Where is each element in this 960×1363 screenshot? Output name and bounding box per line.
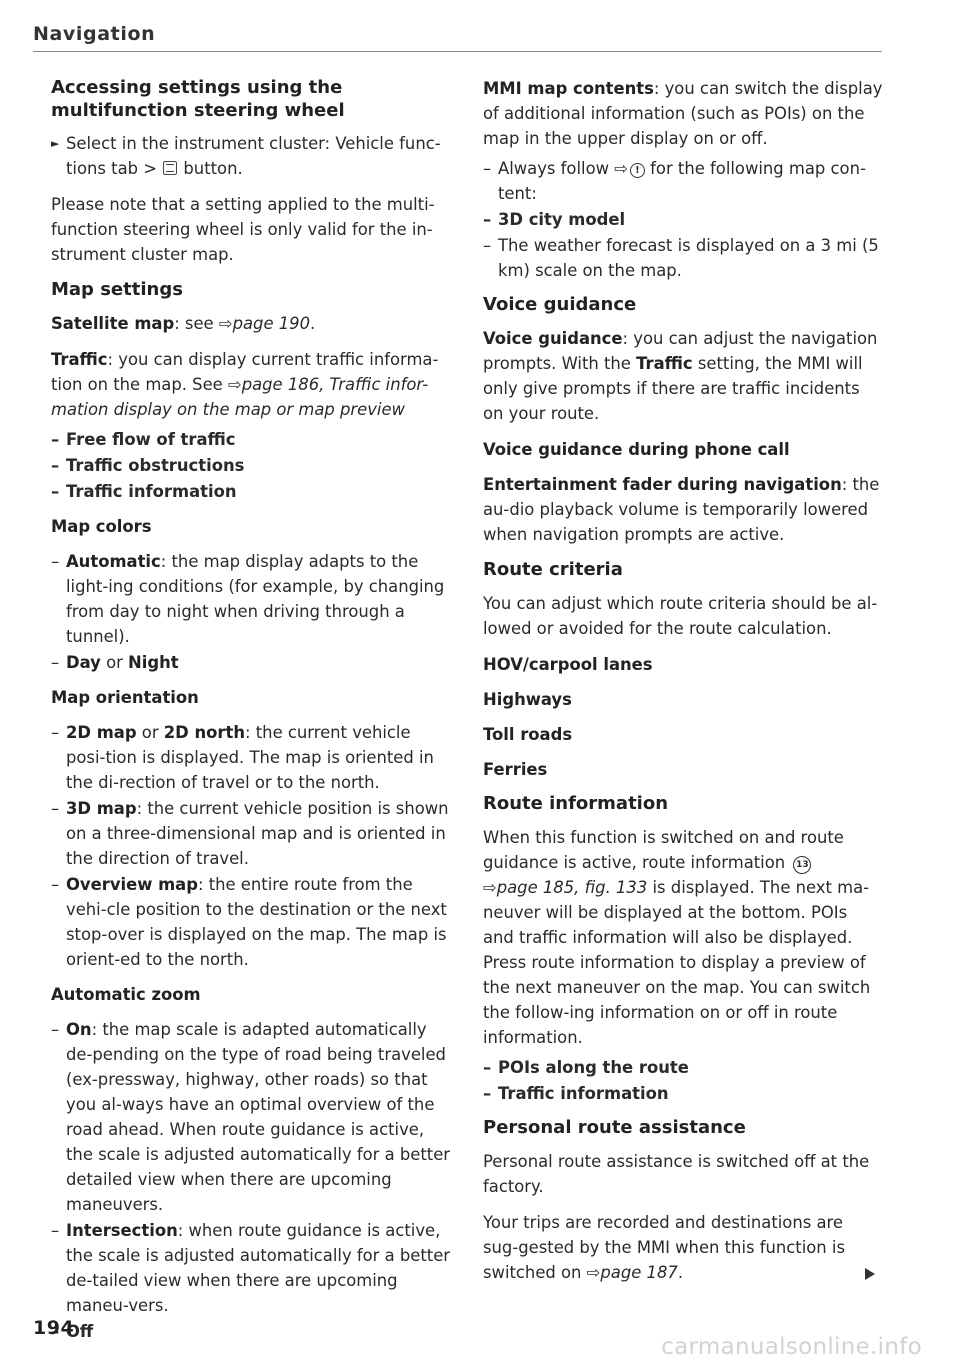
north-2d-label: 2D north (163, 723, 246, 742)
automatic-zoom-heading: Automatic zoom (51, 985, 201, 1004)
voice-guidance-heading: Voice guidance (483, 294, 637, 315)
personal-route-text2: Your trips are recorded and destinations are sug-gested by the MMI when this function is switched on (483, 1213, 846, 1282)
list-item (51, 549, 453, 649)
mfsw-step-text: Select in the instrument cluster: Vehicle func-tions tab > (66, 134, 441, 178)
personal-page-link[interactable]: page 187 (600, 1263, 678, 1282)
map-colors-heading: Map colors (51, 517, 152, 536)
mmi-map-paragraph (483, 76, 883, 151)
list-item: – Free flow of traffic (51, 427, 453, 452)
mfsw-heading: Accessing settings using the multifunction steering wheel (51, 77, 345, 121)
list-item (483, 156, 883, 206)
warning-icon: ! (630, 163, 645, 178)
satellite-map-label: Satellite map (51, 314, 175, 333)
intersection-label: Intersection (66, 1221, 178, 1240)
voice-text-a: : you can adjust the navigation prompts. With the (483, 329, 878, 373)
list-item: – Off (51, 1319, 453, 1344)
map-3d-label: 3D map (66, 799, 137, 818)
list-menu-icon (163, 161, 177, 175)
fader-label: Entertainment fader during navigation (483, 475, 842, 494)
on-label: On (66, 1020, 92, 1039)
personal-route-heading: Personal route assistance (483, 1117, 746, 1138)
xref-arrow-icon: ⇨ (614, 159, 628, 178)
map-3d-text: : the current vehicle position is shown on a three-dimensional map and is oriented in the direction of travel. (66, 799, 449, 868)
satellite-map-paragraph (51, 311, 453, 336)
step-arrow-icon: ► (51, 137, 60, 150)
left-column (51, 76, 453, 1354)
list-item: – Traffic obstructions (51, 453, 453, 478)
route-information-heading: Route information (483, 793, 669, 814)
voice-text-b: setting, the MMI will only give prompts if there are traffic incidents on your route. (483, 354, 863, 423)
mmi-map-text: : you can switch the display of additional information (such as POIs) on the map in the upper display on or off. (483, 79, 883, 148)
fader-paragraph (483, 472, 883, 547)
overview-text: : the entire route from the vehi-cle position to the destination or the next stop-over is displayed on the map. The map is orient-ed to the north. (66, 875, 447, 969)
watermark: carmanualsonline.info (661, 1334, 922, 1360)
on-text: : the map scale is adapted automatically de-pending on the type of road being traveled (ex-pressway, highway, other roads) so that you al-ways have an optimal overview of the road ahead. When route guidance is active, the scale is adjusted automatically for a better detailed view when there are upcoming maneuvers. (66, 1020, 451, 1214)
personal-route-text1: Personal route assistance is switched off at the factory. (483, 1152, 870, 1196)
always-follow-end: for the following map con-tent: (498, 159, 866, 203)
list-item (51, 720, 453, 795)
route-information-paragraph (483, 825, 883, 1050)
criteria-ferries: Ferries (483, 760, 548, 779)
list-item: – Traffic information (483, 1081, 883, 1106)
xref-arrow-icon: ⇨ (483, 878, 497, 897)
mmi-map-list (483, 156, 883, 283)
route-criteria-text: You can adjust which route criteria should be al-lowed or avoided for the route calculation. (483, 594, 878, 638)
criteria-hov: HOV/carpool lanes (483, 655, 653, 674)
or-text: or (100, 653, 129, 672)
or-text: or (136, 723, 164, 742)
map-2d-label: 2D map (66, 723, 137, 742)
phone-call-heading: Voice guidance during phone call (483, 440, 790, 459)
mfsw-note: Please note that a setting applied to the multi-function steering wheel is only valid for the in-strument cluster map. (51, 195, 435, 264)
map-2d-text: : the current vehicle posi-tion is displayed. The map is oriented in the di-rection of travel or to the north. (66, 723, 434, 792)
voice-guidance-label: Voice guidance (483, 329, 623, 348)
list-item: – 3D city model (483, 207, 883, 232)
satellite-end: . (310, 314, 316, 333)
traffic-page-link[interactable]: page 186, Traffic infor-mation display on the map or map preview (51, 375, 429, 419)
overview-label: Overview map (66, 875, 198, 894)
list-item (51, 650, 453, 675)
xref-arrow-icon: ⇨ (586, 1263, 601, 1282)
map-orientation-list (51, 720, 453, 972)
continue-arrow-icon (865, 1268, 875, 1280)
right-column (483, 76, 883, 1296)
personal-route-paragraph (483, 1210, 883, 1285)
list-item (51, 872, 453, 972)
satellite-map-text: : see (174, 314, 219, 333)
xref-arrow-icon: ⇨ (227, 375, 242, 394)
criteria-highways: Highways (483, 690, 572, 709)
automatic-zoom-list (51, 1017, 453, 1344)
map-settings-heading: Map settings (51, 279, 183, 300)
automatic-label: Automatic (66, 552, 161, 571)
voice-guidance-paragraph (483, 326, 883, 426)
list-item: – POIs along the route (483, 1055, 883, 1080)
xref-arrow-icon: ⇨ (218, 314, 233, 333)
fader-text: : the au-dio playback volume is temporarily lowered when navigation prompts are active. (483, 475, 880, 544)
mmi-map-label: MMI map contents (483, 79, 654, 98)
traffic-text: : you can display current traffic informa-tion on the map. See (51, 350, 439, 394)
section-title: Navigation (33, 23, 156, 45)
route-info-text-pre: When this function is switched on and route guidance is active, route information (483, 828, 844, 872)
criteria-toll-roads: Toll roads (483, 725, 573, 744)
route-criteria-heading: Route criteria (483, 559, 623, 580)
route-info-text-post: is displayed. The next ma-neuver will be displayed at the bottom. POIs and traffic information will also be displayed. Press route information to display a preview of the next maneuver on the map. You can switch the follow-ing information on or off in route information. (483, 878, 871, 1047)
night-label: Night (128, 653, 179, 672)
list-item: – Traffic information (51, 479, 453, 504)
list-item (51, 796, 453, 871)
map-colors-list (51, 549, 453, 675)
voice-traffic-label: Traffic (636, 354, 693, 373)
traffic-paragraph (51, 347, 453, 422)
intersection-text: : when route guidance is active, the scale is adjusted automatically for a better de-tailed view when there are upcoming maneu-vers. (66, 1221, 451, 1315)
always-follow-text: Always follow (498, 159, 615, 178)
automatic-text: : the map display adapts to the light-ing conditions (for example, by changing from day to night when driving through a tunnel). (66, 552, 445, 646)
page-number: 194 (33, 1317, 75, 1339)
personal-end: . (677, 1263, 684, 1282)
traffic-label: Traffic (51, 350, 108, 369)
traffic-options-list (51, 427, 453, 504)
day-label: Day (66, 653, 101, 672)
satellite-page-link[interactable]: page 190 (232, 314, 311, 333)
callout-number-icon: 13 (793, 856, 811, 874)
route-info-options-list (483, 1055, 883, 1106)
mfsw-step (51, 131, 453, 181)
list-item: – The weather forecast is displayed on a 3 mi (5 km) scale on the map. (483, 233, 883, 283)
map-orientation-heading: Map orientation (51, 688, 199, 707)
route-info-page-link[interactable]: page 185, fig. 133 (496, 878, 648, 897)
list-item (51, 1017, 453, 1217)
mfsw-step-end: button. (178, 159, 243, 178)
list-item (51, 1218, 453, 1318)
header-divider (33, 51, 882, 52)
